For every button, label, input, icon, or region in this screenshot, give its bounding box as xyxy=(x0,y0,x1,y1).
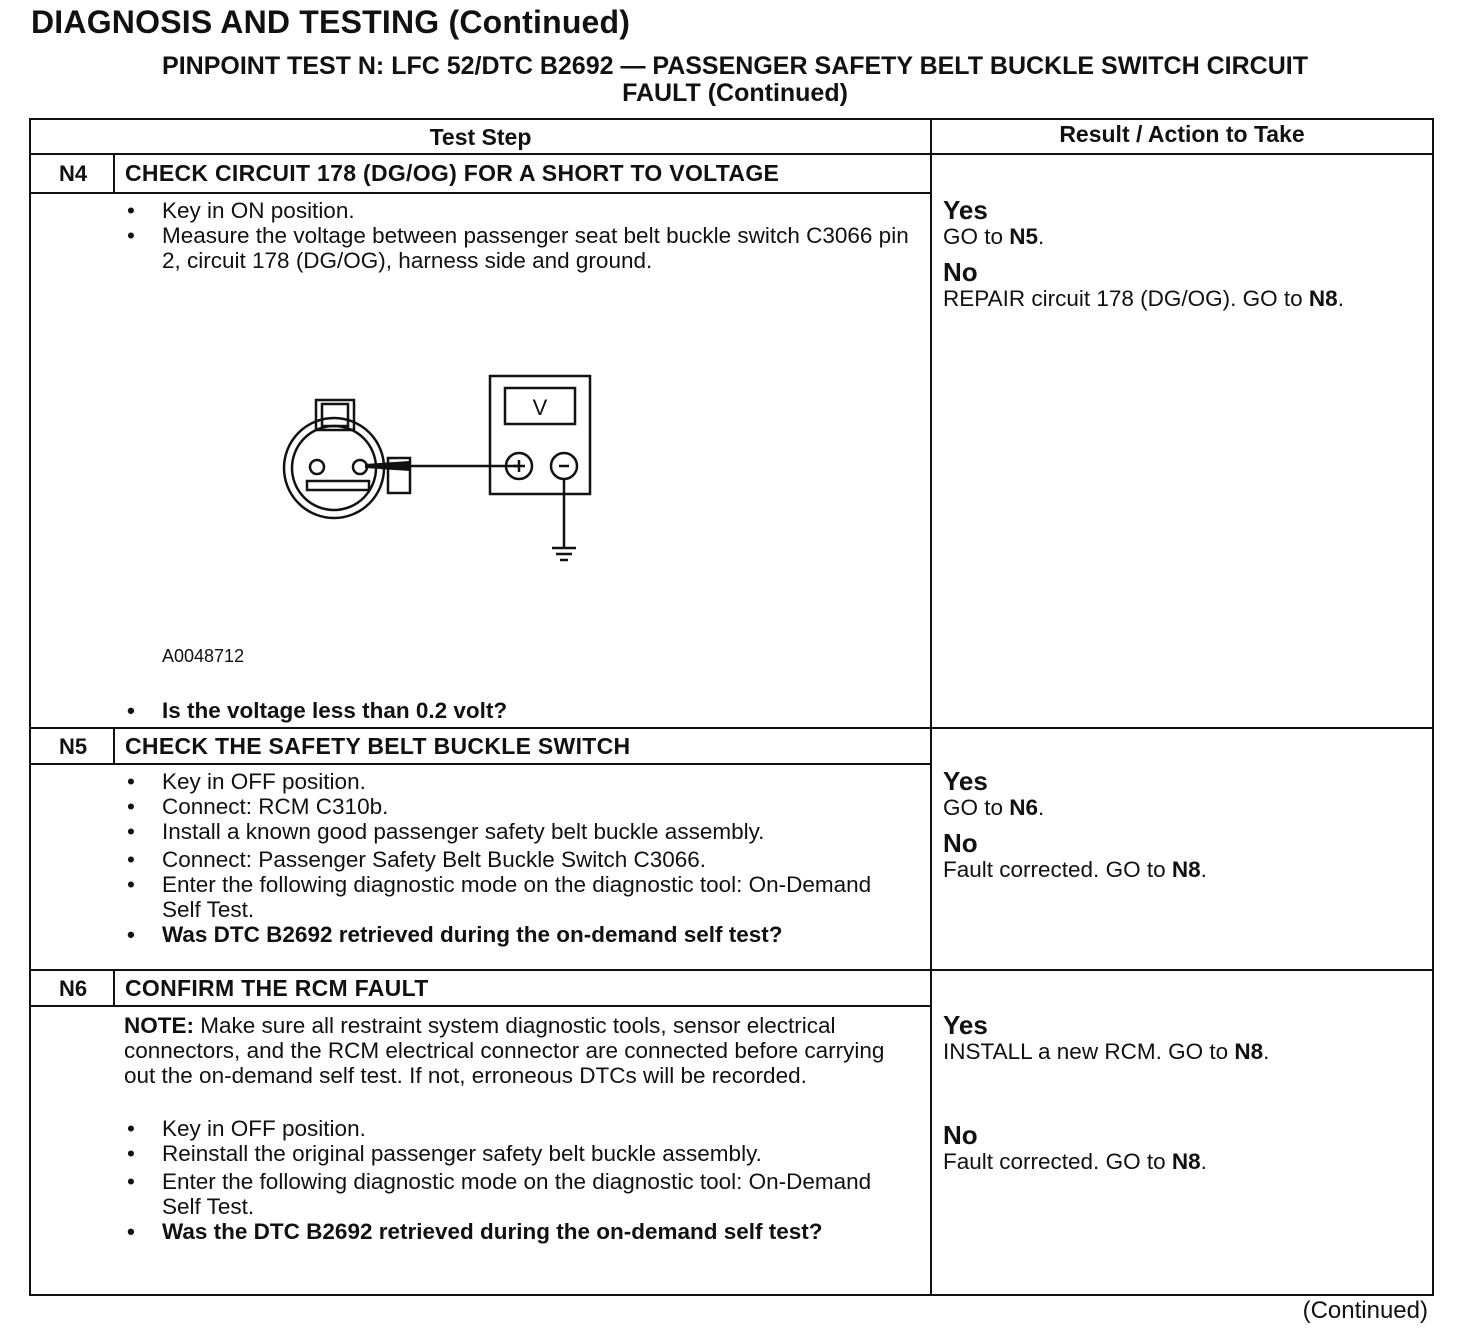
header-rule xyxy=(29,153,1434,155)
page-title: DIAGNOSIS AND TESTING (Continued) xyxy=(31,4,631,40)
goto-target: N8 xyxy=(1308,286,1338,311)
question-item: • Was the DTC B2692 retrieved during the on-demand self test? xyxy=(124,1219,914,1244)
step-result xyxy=(943,1011,1423,1174)
step-result xyxy=(943,196,1423,311)
step-note xyxy=(124,1013,904,1088)
pinpoint-test-title xyxy=(70,53,1400,107)
no-action: REPAIR circuit 178 (DG/OG). GO to N8. xyxy=(943,286,1344,311)
voltmeter-diagram xyxy=(270,360,610,580)
goto-target: N8 xyxy=(1171,857,1201,882)
subtitle-line-1: PINPOINT TEST N: LFC 52/DTC B2692 — PASSENGER SAFETY BELT BUCKLE SWITCH CIRCUIT xyxy=(162,52,1308,80)
figure-id: A0048712 xyxy=(162,646,245,666)
yes-action: GO to N5. xyxy=(943,224,1045,249)
step-bullets xyxy=(124,769,914,947)
bullet-item: • Reinstall the original passenger safety belt buckle assembly. xyxy=(124,1141,914,1166)
yes-action: INSTALL a new RCM. GO to N8. xyxy=(943,1039,1270,1064)
bullet-item: • Key in ON position. xyxy=(124,198,914,223)
no-label: No xyxy=(943,1120,978,1150)
bullet-item: • Connect: Passenger Safety Belt Buckle Switch C3066. xyxy=(124,847,914,872)
goto-target: N8 xyxy=(1234,1039,1264,1064)
step-bullets xyxy=(124,198,914,273)
continued-footer: (Continued) xyxy=(1302,1297,1428,1324)
n5-title-rule xyxy=(29,763,932,765)
bullet-item: • Key in OFF position. xyxy=(124,1116,914,1141)
no-label: No xyxy=(943,257,978,287)
step-title: CONFIRM THE RCM FAULT xyxy=(125,975,429,1001)
goto-target: N8 xyxy=(1171,1149,1201,1174)
step-id: N4 xyxy=(58,161,88,186)
header-result: Result / Action to Take xyxy=(1059,121,1305,147)
step-bullets xyxy=(124,1116,914,1244)
goto-target: N6 xyxy=(1009,795,1039,820)
n5-top-rule xyxy=(29,727,1434,729)
step-title: CHECK CIRCUIT 178 (DG/OG) FOR A SHORT TO VOLTAGE xyxy=(125,160,780,186)
question-item: • Was DTC B2692 retrieved during the on-demand self test? xyxy=(124,922,914,947)
n4-title-rule xyxy=(29,192,932,194)
note-text: Make sure all restraint system diagnostic tools, sensor electrical connectors, and the RCM electrical connector are connected before carrying out the on-demand self test. If not, erroneous DTCs will be recorded. xyxy=(124,1013,885,1088)
step-id: N5 xyxy=(58,734,88,759)
n6-title-rule xyxy=(29,1005,932,1007)
probe-icon xyxy=(365,461,518,471)
bullet-item: • Key in OFF position. xyxy=(124,769,914,794)
step-title: CHECK THE SAFETY BELT BUCKLE SWITCH xyxy=(125,733,631,759)
no-label: No xyxy=(943,828,978,858)
bullet-item: • Connect: RCM C310b. xyxy=(124,794,914,819)
no-action: Fault corrected. GO to N8. xyxy=(943,1149,1207,1174)
bullet-item: • Measure the voltage between passenger seat belt buckle switch C3066 pin 2, circuit 178 (DG/OG), harness side and ground. xyxy=(124,223,914,273)
step-result xyxy=(943,767,1423,882)
bullet-item: • Enter the following diagnostic mode on the diagnostic tool: On-Demand Self Test. xyxy=(124,872,914,922)
connector-icon xyxy=(284,400,410,518)
note-label: NOTE: xyxy=(124,1013,194,1038)
yes-label: Yes xyxy=(943,766,988,796)
no-action: Fault corrected. GO to N8. xyxy=(943,857,1207,882)
yes-action: GO to N6. xyxy=(943,795,1045,820)
question-item: • Is the voltage less than 0.2 volt? xyxy=(124,698,914,723)
subtitle-line-2: FAULT (Continued) xyxy=(622,79,848,107)
goto-target: N5 xyxy=(1009,224,1039,249)
bullet-item: • Enter the following diagnostic mode on the diagnostic tool: On-Demand Self Test. xyxy=(124,1169,914,1219)
bullet-item: • Install a known good passenger safety belt buckle assembly. xyxy=(124,819,914,844)
step-question xyxy=(124,698,914,723)
column-divider xyxy=(930,118,932,1296)
yes-label: Yes xyxy=(943,1010,988,1040)
n6-top-rule xyxy=(29,969,1434,971)
yes-label: Yes xyxy=(943,195,988,225)
header-test-step: Test Step xyxy=(429,124,532,150)
meter-label: V xyxy=(532,395,548,420)
step-id: N6 xyxy=(58,976,88,1001)
